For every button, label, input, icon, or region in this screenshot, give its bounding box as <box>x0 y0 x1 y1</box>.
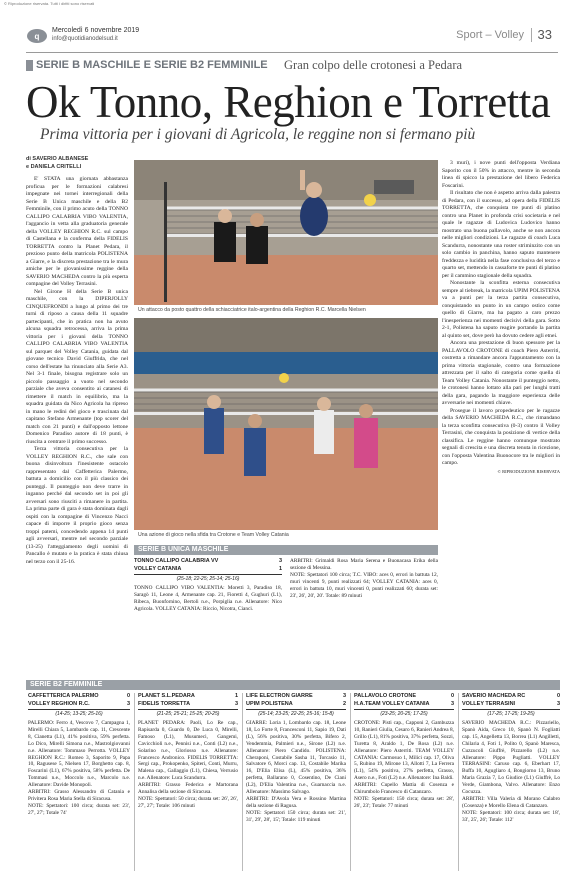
score-away: 3 <box>126 700 130 707</box>
copyright-line: © RIPRODUZIONE RISERVATA <box>497 468 560 474</box>
page-number: 33 <box>537 27 552 42</box>
score-away: 3 <box>234 700 238 707</box>
team-row-away <box>28 701 130 709</box>
match-box-serie-b <box>134 558 282 676</box>
article-paragraph: E' STATA una giornata abbastanza proficua per le formazioni calabresi impegnate nei tornei interregionali della Serie B Unica maschile e della B2 Femminile, con il primo acuto della TONNO CALLIPO CALABRIA VIBO VALENTIA, l'aggancio in vetta alla graduatoria generale della VOLLEY REGHION R.C. sul campo di Castellana e la conferma della FIDELIS TORRETTA contro la Planet Pedara, il prezioso punto della matricola POLISTENA a Giarre, e la discreta prestazione tra le mura amiche per le giovanissime reggine della SAVERIO MACHEDA contro la più esperta compagine del Volley Terrasini. <box>26 176 128 287</box>
team-row-home <box>28 693 130 701</box>
score-home: 3 <box>278 558 282 564</box>
team-home: LIFE ELECTRON GIARRE <box>246 693 313 699</box>
kicker-square-icon <box>26 60 33 71</box>
match-box-serie-b-continued <box>290 558 438 676</box>
match-referees: ARBITRI: D'Avola Vera e Rossino Martina della sezione di Ragusa. <box>246 795 346 809</box>
divider <box>28 709 130 710</box>
article-column-1 <box>26 176 128 574</box>
byline-author-1: di SAVERIO ALBANESE <box>26 156 89 162</box>
band-serie-b2-femminile: SERIE B2 FEMMINILE <box>26 680 560 690</box>
byline <box>26 155 88 171</box>
match-box-b2 <box>462 693 560 871</box>
set-scores: (25-18; 22-25; 25-14; 25-16) <box>176 576 240 582</box>
divider <box>134 574 282 575</box>
article-paragraph: 3 muri), i nove punti dell'opposta Verdiana Saporito con il 50% in attacco, mentre in seconda linea di spicco la prestazione del libero Federica Foscarini. <box>442 160 560 189</box>
match-body: SAVERIO MACHEDA R.C.: Pizzariello, Spanò Aida, Greco 10, Spanò N. Fogliatti cap. 15, Angelletta 13, Borrea (L1) Angilletti, Chilaria 4, Foti 1, Polito 0, Spanò Maresca, Cuzzucoli Giuffrè, Pizzarello (L2) n.e. Allenatore: Pippo Pugliatti. VOLLEY TERRASINI: Caruso cap. 6, Eberhart 17, Buffa 10, Agugliaro 4, Bongiorno 13, Bruno Maria Grazia 7, Lo Giudice (L1) Giuffrè, Lo Verde, Giambona, Valvo. Allenatore: Enzo Cocuzza. <box>462 720 560 796</box>
column-separator <box>458 693 459 871</box>
team-home: PLANET S.L.PEDARA <box>138 693 195 699</box>
score-home: 0 <box>450 693 454 699</box>
match-body: TONNO CALLIPO VIBO VALENTIA: Moretti 3, Paradiso 18, Saragò 11, Leone 4, Armenante cap. 21, Fioretti 4, Gughuri (L1), Ribeca, Buonfornino, Bertoli n.e., Porpiglia n.e. Allenatore: Nico Agricola. VOLLEY CATANIA: Riccio, Nicotra, Cianci. <box>134 585 282 612</box>
team-row-home <box>462 693 560 701</box>
team-row-home <box>138 693 238 701</box>
divider <box>462 709 560 710</box>
team-row-away <box>462 701 560 709</box>
article-paragraph: Prosegue il lavoro propedeutico per le ragazze della SAVERIO MACHEDA R.C., che rimandano la terza sconfitta consecutiva (0-3) contro il Volley Terrasini, che conquista la posizione di vertice della classifica. Le reggine hanno comunque mostrato segnali di crescita e una discreta tenuta in ricezione, con l'opposta Valentina Buonocore tra le migliori in campo. <box>442 407 560 466</box>
score-away: 3 <box>450 700 454 707</box>
article-paragraph: Ancora una prestazione di buon spessore per la PALLAVOLO CROTONE di coach Piero Asterriti, costretta a rimandare ancora l'appuntamento con la prima vittoria stagionale, contro una formazione attrezzata per il salto di categoria come quella di Team Volley Catania. Nonostante il punteggio netto, le crotonesi hanno lottato alla pari per lunghi tratti della gara, pagando la maggiore esperienza delle avversarie nei momenti chiave. <box>442 340 560 406</box>
band-serie-b-maschile: SERIE B UNICA MASCHILE <box>134 545 438 555</box>
newspaper-logo-icon <box>26 28 48 44</box>
team-home: TONNO CALLIPO CALABRIA VV <box>134 558 219 564</box>
article-paragraph: Nonostante la sconfitta esterna consecutiva sempre al tiebreak, la matricola UPIM POLISTENA va a punti per la terza partita consecutiva, conquistando un punto in un campo ostico come quello di Giarre, ma ha pagato a caro prezzo l'inesperienza nei momenti decisivi della gara. Sotto 2-1, Polistena ha saputo reagire portando la partita al quinto set, dove però ha dovuto cedere agli etnei. <box>442 280 560 339</box>
photo-crotone <box>134 318 438 530</box>
section-label: Sport – Volley <box>456 29 524 41</box>
article-paragraph: Il risultato che non è aspetto arriva dalla palestra di Pedara, con il successo, ad opera della FIDELIS TORRETTA, che conquista tre punti di platino contro una Planet in profonda crisi societaria e nel quale le ragazze di Ludovica Ludovico hanno mostrato una buona pallavolo, anche se non ancora nelle migliori condizioni. Le ragazze di coach Luca Scandurra, nonostante una roster striminzito con un solo cambio in panchina, hanno saputo mantenere freddezza e lucidità nella fase conclusiva del terzo e quarto set, mettendo in cassaforte tre punti di platino per il cammino stagionale della squadra. <box>442 190 560 279</box>
score-away: 3 <box>556 700 560 707</box>
team-away: FIDELIS TORRETTA <box>138 700 191 707</box>
divider <box>354 709 454 710</box>
score-home: 0 <box>126 693 130 699</box>
svg-text:q: q <box>34 32 40 41</box>
set-scores: (17-25; 17-25; 19-25) <box>487 711 535 717</box>
match-box-b2 <box>138 693 238 871</box>
set-scores: (21-25; 25-21; 15-25; 20-25) <box>156 711 220 717</box>
volleyball-scene-image <box>134 160 438 305</box>
team-away: VOLLEY REGHION R.C. <box>28 700 90 707</box>
team-row-away <box>354 701 454 709</box>
photo-attack <box>134 160 438 305</box>
match-referees: ARBITRI: Grasso Alessandro di Catania e Privitera Rosa Maria Stella di Siracusa. <box>28 789 130 802</box>
article-paragraph: Nel Girone H della Serie B unica maschile, con la DIPERJOLLY CINQUEFRONDI a lungo al primo dei tre turni di riposo a causa della 11 squadre partecipanti, che in pratica non ha avuto alcuna squadra retrocessa, arriva la prima vittoria per i giovani della TONNO CALLIPO CALABRIA VIBO VALENTIA sul parquet del Volley Catania, guidata dal giovane tecnico David Giuffrida, che nel corso dell'estate ha rinunciato alla Serie A3. Nel 3-1 finale, bisogna registrare solo un piccolo passaggio a vuoto nel secondo parziale che aveva consentito ai catanesi di rimettere il match in equilibrio, ma la squadra guidata da Nico Agricola ha ripreso in mano le redini del gioco e trascinata dal capitano Stefano Armenante (top scorer del match con 21 punti) e dall'opposto lettone Domenico Paradiso autore di 18 punti, è riuscita a centrare il primo successo. <box>26 288 128 445</box>
masthead-separator <box>531 28 532 42</box>
issue-date: Mercoledì 6 novembre 2019 <box>52 27 140 34</box>
match-box-b2 <box>354 693 454 871</box>
match-body: PALERMO: Ferro 4, Vescovo 7, Campagna 1, Mirelli Chiara 5, Lombardo cap. 11, Crescente 8, Cianetta (L1), 41% positiva, 59% perfetta. Lo Dico, Mirelli Simona n.e., Mastrolgiovanni n.e. Allenatore: Tommaso Perrotta. VOLLEY REGHION R.C.: Romeo 3, Saporito 9, Papa 10, Ragusese 5, Nielsen 17, Borghetto cap. 8, Foscarini (L1), 67% positiva, 58% perfetta. De Tommasi n.e., Moccolo n.e., Marcolo n.e. Allenatore: Davide Monopoli. <box>28 720 130 789</box>
column-separator <box>134 693 135 871</box>
match-note: NOTE: Spettatori: 100 circa; durata set: 23', 27', 27'; Totale 74' <box>28 802 130 816</box>
photo-caption-bottom: Una azione di gioco nella sfida tra Crotone e Team Volley Catania <box>138 532 289 538</box>
team-away: VOLLEY TERRASINI <box>462 700 516 707</box>
team-row-home <box>134 558 282 566</box>
team-away: H.A.TEAM VOLLEY CATANIA <box>354 700 430 707</box>
match-note: NOTE: Spettatori 100 circa; T.C. VIBO: aces 0, errori in battuta 12, muri vincenti 9, punti realizzati 64; VOLLEY CATANIA: aces 0, errori in battuta 10, muri vincenti 0, punti realizzati 60; durata set: 23', 26', 20', 20'. Totale: 89 minuti <box>290 571 438 599</box>
subheadline: Prima vittoria per i giovani di Agricola, le reggine non si fermano più <box>40 126 476 143</box>
team-row-home <box>354 693 454 701</box>
score-home: 0 <box>556 693 560 699</box>
byline-author-2: e DANIELA CRITELLI <box>26 164 82 170</box>
match-box-b2 <box>246 693 346 871</box>
headline: Ok Tonno, Reghion e Torretta <box>26 77 551 127</box>
set-scores: (23-25; 20-25; 17-25) <box>380 711 428 717</box>
article-column-3 <box>442 160 560 618</box>
score-home: 1 <box>234 693 238 699</box>
divider <box>246 709 346 710</box>
article-paragraph: Terza vittoria consecutiva per la VOLLEY REGHION R.C., che sale con buona disinvoltura l'inesistente ostacolo rappresentato dal Caffetterica Palermo, battuta a domicilio con il più classico dei punteggi. Il punteggio non deve trarre in inganno perché dal secondo set in poi gli avversari sono riusciti a rimanere in partita. La prima parte di gara è stata dominata dagli ospiti con la compagine di Vincenzo Nacci capace di imporre il proprio gioco senza troppi patemi, concedendo appena 14 punti agli avversari, mentre nel secondo parziale (13-25) l'atteggiamento degli uomini di Pancallo è mutato e la pratica è stata chiusa nel terzo con il 25-16. <box>26 446 128 565</box>
copyright-note: © Riproduzione riservata. Tutti i diritti sono riservati <box>4 1 95 6</box>
team-row-away <box>134 566 282 574</box>
masthead-rule <box>26 52 558 53</box>
kicker <box>26 58 560 74</box>
match-referees: ARBITRI: Grasso Federica e Martorana Annalisa della sezione di Siracusa. <box>138 782 238 796</box>
match-body: PLANET PEDARA: Paoli, Lo Re cap., Rapisarda 0, Guardo 0, De Luca 0, Mirelli, Famoso (L1), Musumeci, Gangemi, Cavicchioli n.e., Pennisi n.e., Conti (L2) n.e., Solarino n.e., Gloriosso n.e. Allenatore: Francesco Andronico. FIDELIS TORRETTA: Sergi cap., Prokopenko, Spiteri, Conti, Murru, Malena cap., Gallaggio (L1), Chiesa, Verrusio n.e. Allenatore: Luca Scandurra. <box>138 720 238 782</box>
score-away: 2 <box>342 700 346 707</box>
match-note: NOTE: Spettatori 150 circa; durata set: 21', 31', 29', 28', 15'; Totale: 119 minuti <box>246 809 346 823</box>
match-referees: ARBITRI: Villa Valeria di Morano Calabro (Cosenza) e Morello Elena di Catanzaro. <box>462 795 560 809</box>
match-referees: ARBITRI: Cupello Mattia di Cosenza e Chirumbolo Francesco di Catanzaro. <box>354 782 454 796</box>
team-home: CAFFETTERICA PALERMO <box>28 693 99 699</box>
column-separator <box>350 693 351 871</box>
team-home: SAVERIO MACHEDA RC <box>462 693 526 699</box>
team-row-home <box>246 693 346 701</box>
score-away: 1 <box>278 565 282 572</box>
score-home: 3 <box>342 693 346 699</box>
team-away: UPIM POLISTENA <box>246 700 293 707</box>
match-note: NOTE: Spettatori: 100 circa; durata set: 18', 33', 25', 26'; Totale: 112' <box>462 809 560 823</box>
match-referees: ARBITRI: Grimaldi Rosa Maria Serena e Buonacasa Erika della sezione di Messina. <box>290 558 438 571</box>
team-away: VOLLEY CATANIA <box>134 565 182 572</box>
team-row-away <box>246 701 346 709</box>
match-body: CROTONE: Pisti cap., Capponi 2, Gambuzza 10, Ranieri Giulia, Cesaro 6, Ranieri Andrea 8, Grillo (L1), 81% positiva, 37% perfetta, Sozzi, Turetta 8, Araldo 1, De Rosa (L2) n.e. Allenatore: Piero Asterriti. TEAM VOLLEY CATANIA: Carmosuo 1, Milici cap. 17, Oliva 5, Rubino 19, Mirone 13, Allotti 7, La Ferrera (L1), 54% positiva, 27% perfetta, Grasso, Asero n.e., Foti (L2) n.e. Allenatore: Ina Baldi. <box>354 720 454 782</box>
masthead <box>0 24 580 50</box>
divider <box>138 709 238 710</box>
set-scores: (25-14; 23-25; 22-25; 25-16; 15-8) <box>258 711 334 717</box>
contact-email: info@quotidianodelsud.it <box>52 36 118 42</box>
match-note: NOTE: Spettatori: 150 circa; durata set: 28', 26', 23'; Totale: 77 minuti <box>354 795 454 809</box>
team-row-away <box>138 701 238 709</box>
match-note: NOTE: Spettatori: 50 circa; durata set: 26', 26', 27', 27'; Totale: 106 minuti <box>138 795 238 809</box>
match-box-b2 <box>28 693 130 871</box>
column-separator <box>242 693 243 871</box>
kicker-category: SERIE B MASCHILE E SERIE B2 FEMMINILE <box>36 59 268 71</box>
kicker-teaser: Gran colpo delle crotonesi a Pedara <box>284 58 463 72</box>
photo-caption-top: Un attacco da posto quattro della schiacciatrice italo-argentina della Reghion R.C. Marcella Nielsen <box>138 307 366 313</box>
set-scores: (14-25; 13-25; 25-16) <box>55 711 103 717</box>
team-home: PALLAVOLO CROTONE <box>354 693 417 699</box>
match-body: GIARRE: Loria 1, Lombardo cap. 18, Leone 18, Lo Forte 8, Francesconi 11, Sapio 19, Dati (L), 56% positiva, 30% perfetta, Bifero 2, Vendemmia, Palmieri n.e., Sirone (L2) n.e. Allenatore: Piero Candido. POLISTENA: Cheraponi, Costabile Sasha 11, Torcasio 11, Salvatore 6, Morci cap. 13, Costabile Marika 16, D'Elia Elisa (L), 45% positiva, 36% perfetta, Ballarano 0, Cosentino, De Ciani (L2), D'Elia Valentina n.e., Guarnaccia n.e. Allenatore: Massimo Salvago. <box>246 720 346 796</box>
volleyball-scene-image <box>134 318 438 530</box>
